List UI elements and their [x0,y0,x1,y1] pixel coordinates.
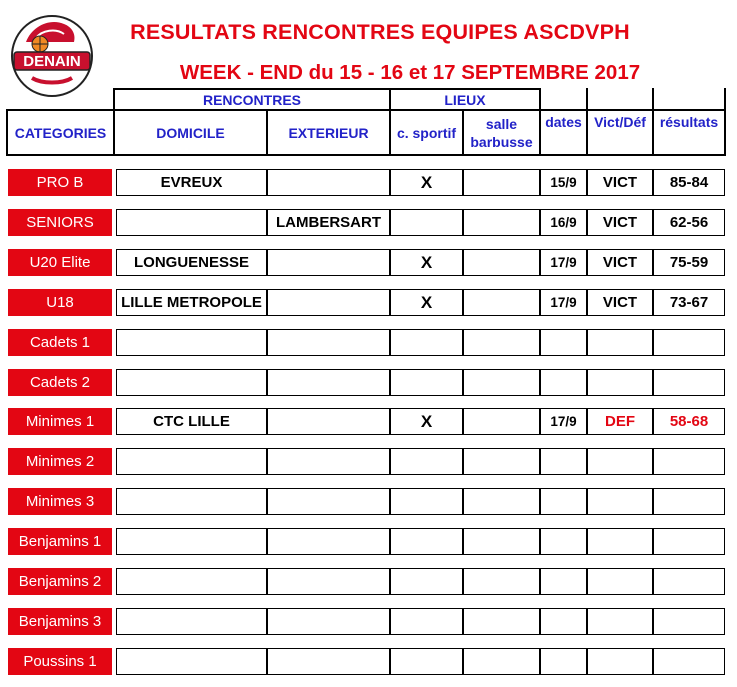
logo-text: DENAIN [23,53,81,70]
cell-date: 17/9 [540,249,587,276]
header-c-sportif: c. sportif [396,124,457,141]
cell-domicile: LILLE METROPOLE [116,289,267,316]
category-label: Benjamins 1 [8,528,112,555]
cell-c-sportif: X [390,249,463,276]
cell-resultat [653,528,725,555]
cell-salle [463,648,540,675]
cell-exterieur [267,608,390,635]
category-label: Minimes 2 [8,448,112,475]
cell-date: 17/9 [540,289,587,316]
cell-domicile [116,568,267,595]
cell-vict-def [587,608,653,635]
cell-salle [463,289,540,316]
cell-vict-def [587,448,653,475]
category-label: Cadets 2 [8,369,112,396]
cell-domicile: CTC LILLE [116,408,267,435]
category-label: Minimes 1 [8,408,112,435]
category-label: PRO B [8,169,112,196]
cell-exterieur [267,448,390,475]
category-label: Poussins 1 [8,648,112,675]
page-subtitle: WEEK - END du 15 - 16 et 17 SEPTEMBRE 2017 [179,61,641,84]
cell-vict-def: VICT [587,169,653,196]
header-domicile: DOMICILE [156,124,225,141]
cell-vict-def: VICT [587,249,653,276]
cell-domicile [116,209,267,236]
cell-exterieur [267,329,390,356]
cell-resultat [653,568,725,595]
cell-resultat [653,608,725,635]
cell-c-sportif [390,568,463,595]
cell-c-sportif [390,448,463,475]
cell-resultat [653,648,725,675]
cell-salle [463,448,540,475]
category-label: Benjamins 2 [8,568,112,595]
cell-date: 16/9 [540,209,587,236]
cell-resultat: 75-59 [653,249,725,276]
cell-date: 17/9 [540,408,587,435]
cell-resultat: 85-84 [653,169,725,196]
cell-date [540,608,587,635]
cell-date: 15/9 [540,169,587,196]
cell-c-sportif [390,608,463,635]
page-title: RESULTATS RENCONTRES EQUIPES ASCDVPH [130,20,630,44]
header-categories: CATEGORIES [14,124,107,141]
header-dates: dates [545,114,582,130]
cell-domicile [116,448,267,475]
cell-date [540,448,587,475]
cell-vict-def [587,648,653,675]
cell-exterieur [267,369,390,396]
cell-exterieur [267,648,390,675]
cell-salle [463,488,540,515]
cell-vict-def [587,488,653,515]
cell-exterieur [267,528,390,555]
denain-club-logo-icon [6,8,98,100]
cell-exterieur [267,169,390,196]
cell-salle [463,369,540,396]
cell-c-sportif [390,369,463,396]
category-label: Minimes 3 [8,488,112,515]
cell-c-sportif: X [390,289,463,316]
category-label: SENIORS [8,209,112,236]
cell-domicile [116,369,267,396]
cell-c-sportif [390,648,463,675]
header-vict-def: Vict/Déf [594,114,646,130]
cell-domicile [116,329,267,356]
cell-date [540,329,587,356]
category-label: Benjamins 3 [8,608,112,635]
category-label: U20 Elite [8,249,112,276]
cell-exterieur [267,488,390,515]
cell-exterieur [267,408,390,435]
header-rencontres: RENCONTRES [202,91,301,108]
cell-resultat [653,488,725,515]
cell-resultat [653,448,725,475]
cell-exterieur [267,249,390,276]
cell-salle [463,249,540,276]
header-lieux: LIEUX [444,91,486,108]
header-salle-barbusse: salle barbusse [470,115,533,150]
cell-domicile: EVREUX [116,169,267,196]
cell-c-sportif [390,528,463,555]
cell-c-sportif: X [390,169,463,196]
cell-vict-def [587,568,653,595]
cell-salle [463,169,540,196]
cell-date [540,369,587,396]
category-label: U18 [8,289,112,316]
cell-date [540,648,587,675]
cell-c-sportif [390,488,463,515]
category-label: Cadets 1 [8,329,112,356]
cell-exterieur [267,289,390,316]
cell-domicile [116,608,267,635]
header-exterieur: EXTERIEUR [288,124,369,141]
cell-domicile [116,488,267,515]
cell-exterieur: LAMBERSART [267,209,390,236]
cell-vict-def: VICT [587,209,653,236]
cell-vict-def: VICT [587,289,653,316]
cell-resultat: 62-56 [653,209,725,236]
cell-date [540,528,587,555]
cell-salle [463,608,540,635]
header-resultats: résultats [659,114,719,130]
cell-exterieur [267,568,390,595]
cell-c-sportif [390,209,463,236]
cell-domicile [116,528,267,555]
cell-salle [463,408,540,435]
cell-domicile: LONGUENESSE [116,249,267,276]
cell-c-sportif [390,329,463,356]
cell-date [540,568,587,595]
cell-vict-def [587,369,653,396]
cell-domicile [116,648,267,675]
cell-salle [463,528,540,555]
cell-vict-def [587,329,653,356]
cell-resultat [653,329,725,356]
cell-resultat: 73-67 [653,289,725,316]
cell-salle [463,568,540,595]
cell-c-sportif: X [390,408,463,435]
cell-salle [463,329,540,356]
cell-resultat [653,369,725,396]
cell-salle [463,209,540,236]
cell-vict-def [587,528,653,555]
cell-resultat: 58-68 [653,408,725,435]
cell-date [540,488,587,515]
header-line-v9 [724,88,726,156]
cell-vict-def: DEF [587,408,653,435]
